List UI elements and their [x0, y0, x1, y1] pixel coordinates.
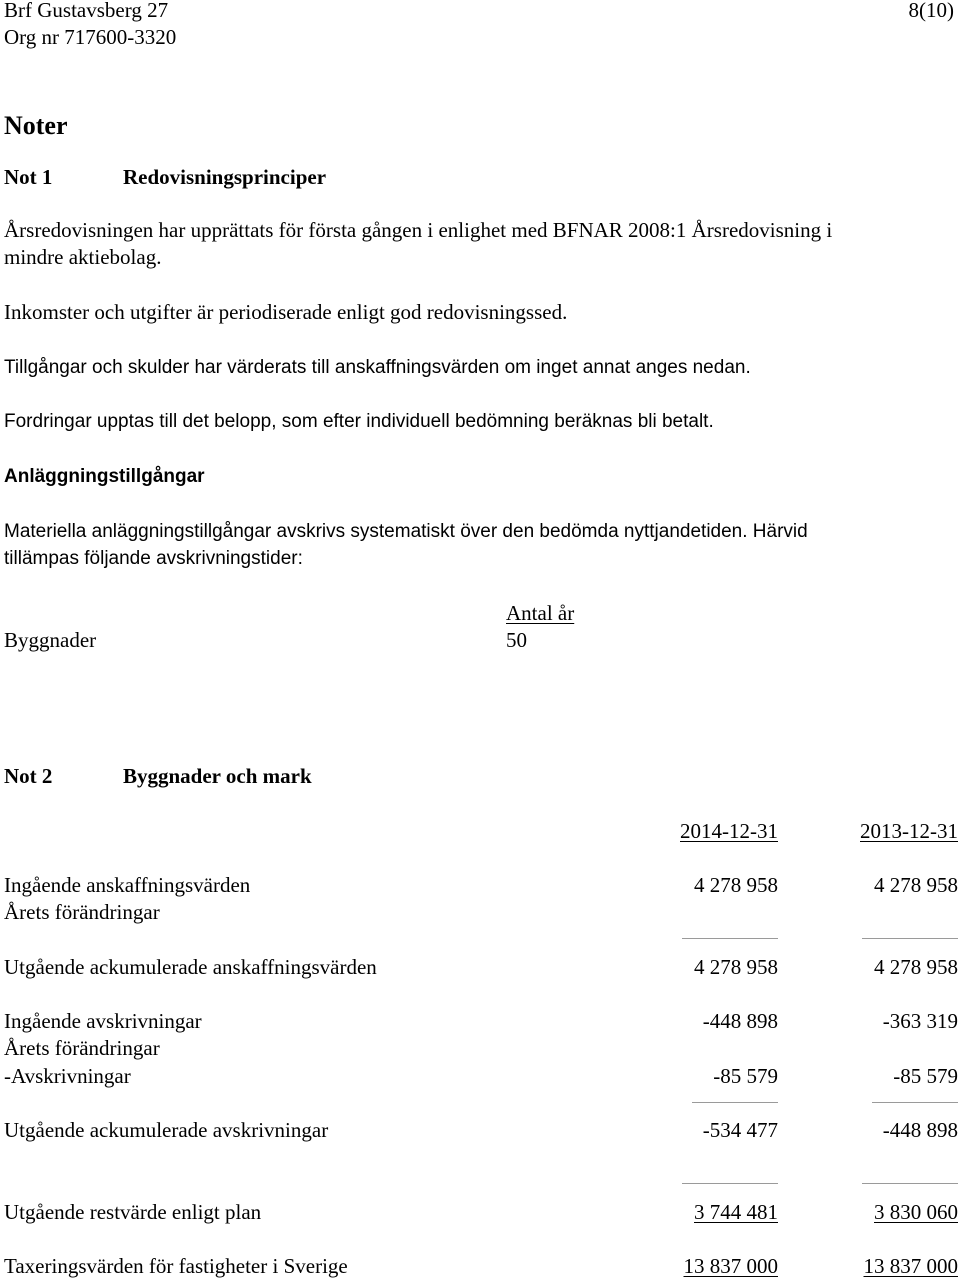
- table-row-label: -Avskrivningar: [4, 1064, 131, 1088]
- note1-paragraph-1-line-1: Årsredovisningen har upprättats för första gången i enlighet med BFNAR 2008:1 Årsredovisning i: [4, 218, 833, 242]
- column-header-2013: 2013-12-31: [860, 819, 958, 843]
- table-cell-2013: 3 830 060: [874, 1200, 958, 1224]
- note1-title: Redovisningsprinciper: [123, 165, 327, 189]
- table-row-label: Ingående anskaffningsvärden: [4, 873, 251, 897]
- table-cell-2013: 4 278 958: [874, 873, 958, 897]
- note1-paragraph-1-line-2: mindre aktiebolag.: [4, 245, 162, 269]
- column-header-2014: 2014-12-31: [680, 819, 778, 843]
- note1-paragraph-5-line-1: Materiella anläggningstillgångar avskrivs systematiskt över den bedömda nyttjandetiden. Härvid: [4, 521, 808, 542]
- notes-heading: Noter: [4, 111, 68, 140]
- table-cell-2014: 4 278 958: [694, 873, 778, 897]
- org-number: Org nr 717600-3320: [4, 25, 177, 49]
- table-cell-2013: -363 319: [882, 1009, 958, 1033]
- fixed-assets-subheading: Anläggningstillgångar: [4, 466, 205, 487]
- table-cell-2013: 4 278 958: [874, 955, 958, 979]
- subtotal-rule: [692, 1102, 778, 1103]
- table-cell-2014: 13 837 000: [683, 1254, 778, 1278]
- table-row-label: Årets förändringar: [4, 900, 160, 924]
- table-row-label: Årets förändringar: [4, 1036, 160, 1060]
- note2-title: Byggnader och mark: [123, 764, 312, 788]
- page-number: 8(10): [908, 0, 954, 22]
- depreciation-row-label: Byggnader: [4, 628, 97, 652]
- table-cell-2014: 4 278 958: [694, 955, 778, 979]
- note1-paragraph-4: Fordringar upptas till det belopp, som efter individuell bedömning beräknas bli betalt.: [4, 411, 714, 432]
- note1-paragraph-3: Tillgångar och skulder har värderats till anskaffningsvärden om inget annat anges nedan.: [4, 357, 751, 378]
- subtotal-rule: [862, 938, 958, 939]
- table-cell-2014: 3 744 481: [694, 1200, 778, 1224]
- table-row-label: Taxeringsvärden för fastigheter i Sverige: [4, 1254, 348, 1278]
- company-name: Brf Gustavsberg 27: [4, 0, 169, 22]
- table-cell-2014: -534 477: [702, 1118, 778, 1142]
- note1-paragraph-5-line-2: tillämpas följande avskrivningstider:: [4, 548, 303, 569]
- table-row-label: Utgående ackumulerade avskrivningar: [4, 1118, 329, 1142]
- table-row-label: Ingående avskrivningar: [4, 1009, 202, 1033]
- table-row-label: Utgående ackumulerade anskaffningsvärden: [4, 955, 377, 979]
- table-cell-2013: -85 579: [893, 1064, 958, 1088]
- note1-paragraph-2: Inkomster och utgifter är periodiserade enligt god redovisningssed.: [4, 300, 568, 324]
- table-cell-2014: -85 579: [713, 1064, 778, 1088]
- table-cell-2014: -448 898: [702, 1009, 778, 1033]
- total-rule: [862, 1183, 958, 1184]
- depreciation-row-value: 50: [506, 628, 527, 652]
- subtotal-rule: [872, 1102, 958, 1103]
- note2-number: Not 2: [4, 764, 53, 788]
- table-cell-2013: 13 837 000: [863, 1254, 958, 1278]
- total-rule: [682, 1183, 778, 1184]
- subtotal-rule: [682, 938, 778, 939]
- depreciation-years-header: Antal år: [506, 601, 575, 625]
- table-cell-2013: -448 898: [882, 1118, 958, 1142]
- note1-number: Not 1: [4, 165, 53, 189]
- table-row-label: Utgående restvärde enligt plan: [4, 1200, 262, 1224]
